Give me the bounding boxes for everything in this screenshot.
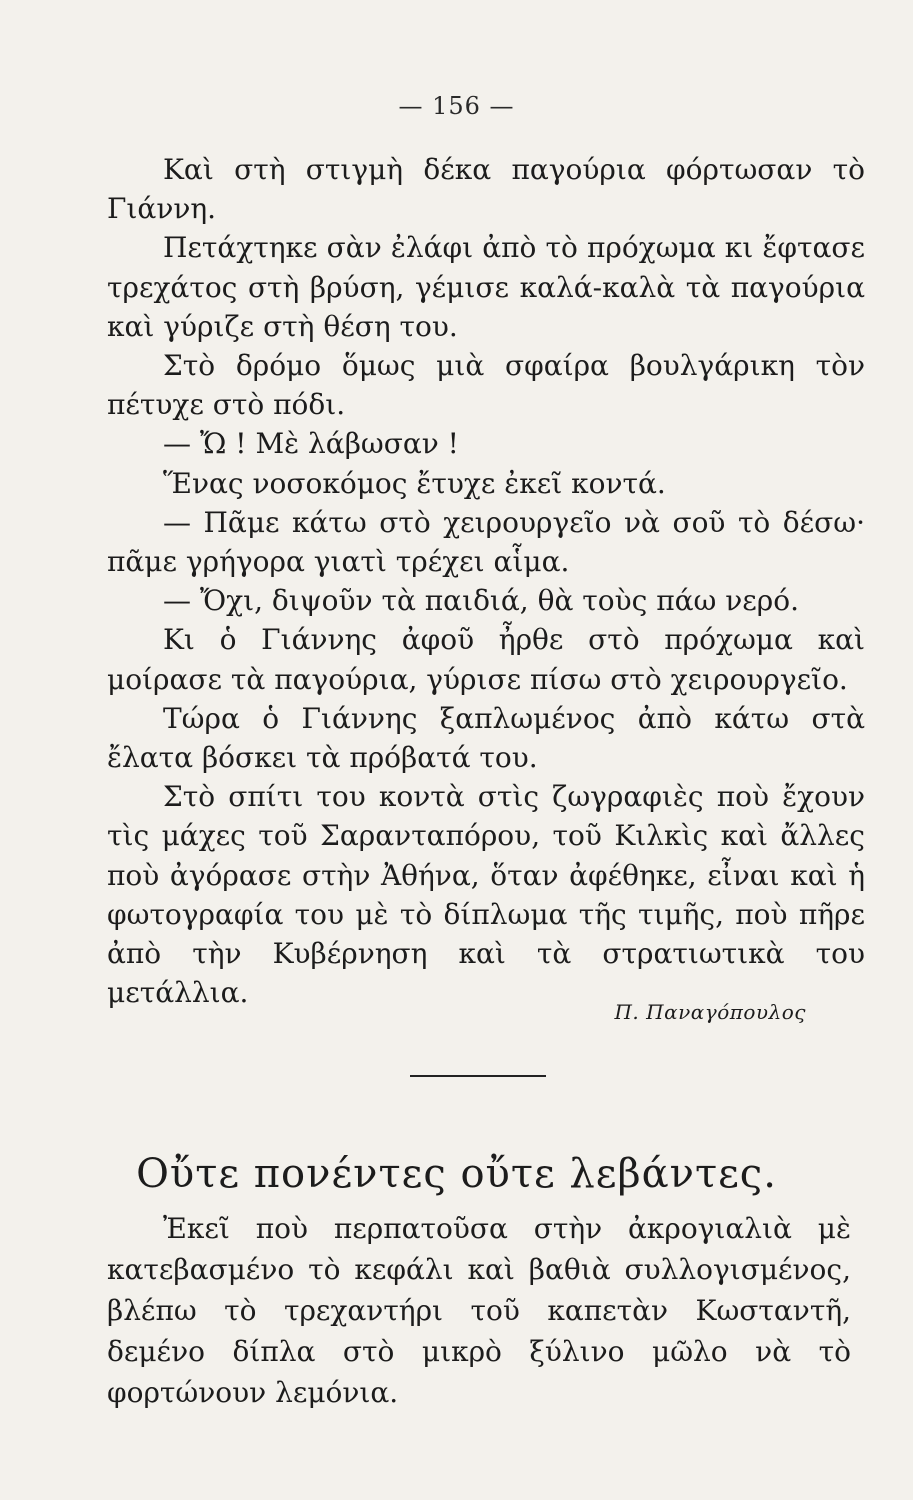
story-body bbox=[107, 150, 865, 1012]
paragraph: Ἕνας νοσοκόμος ἔτυχε ἐκεῖ κοντά. bbox=[163, 466, 666, 500]
paragraph: Καὶ στὴ στιγμὴ δέκα παγούρια φόρτωσαν τὸ Γιάννη. bbox=[107, 153, 865, 226]
dialogue-line: — Ὤ ! Μὲ λάβωσαν ! bbox=[163, 427, 459, 461]
paragraph: Τώρα ὁ Γιάννης ξαπλωμένος ἀπὸ κάτω στὰ ἔλατα βόσκει τὰ πρόβατά του. bbox=[107, 701, 865, 775]
paragraph: Στὸ σπίτι του κοντὰ στὶς ζωγραφιὲς ποὺ ἔχουν τὶς μάχες τοῦ Σαρανταπόρου, τοῦ Κιλκὶς καὶ ἄλλες ποὺ ἀγόρασε στὴν Ἀθήνα, ὅταν ἀφέθηκε, εἶναι καὶ ἡ φωτογραφία του μὲ τὸ δίπλωμα τῆς τιμῆς, ποὺ πῆρε ἀπὸ τὴν Κυβέρνηση καὶ τὰ στρατιωτικὰ του μετάλλια. bbox=[107, 780, 865, 1010]
dialogue-line: — Πᾶμε κάτω στὸ χειρουργεῖο νὰ σοῦ τὸ δέσω· πᾶμε γρήγορα γιατὶ τρέχει αἷμα. bbox=[107, 505, 865, 579]
paragraph: Στὸ δρόμο ὅμως μιὰ σφαίρα βουλγάρικη τὸν πέτυχε στὸ πόδι. bbox=[107, 349, 865, 422]
paragraph: Πετάχτηκε σὰν ἐλάφι ἀπὸ τὸ πρόχωμα κι ἔφτασε τρεχάτος στὴ βρύση, γέμισε καλά-καλὰ τὰ παγούρια καὶ γύριζε στὴ θέση του. bbox=[107, 231, 865, 343]
story2-body bbox=[107, 1208, 851, 1413]
paragraph: Ἐκεῖ ποὺ περπατοῦσα στὴν ἀκρογιαλιὰ μὲ κατεβασμένο τὸ κεφάλι καὶ βαθιὰ συλλογισμένος, βλέπω τὸ τρεχαντήρι τοῦ καπετὰν Κωσταντῆ, δεμένο δίπλα στὸ μικρὸ ξύλινο μῶλο νὰ τὸ φορτώνουν λεμόνια. bbox=[107, 1212, 851, 1409]
author-signature: Π. Παναγόπουλος bbox=[614, 1000, 806, 1024]
dialogue-line: — Ὄχι, διψοῦν τὰ παιδιά, θὰ τοὺς πάω νερό. bbox=[163, 584, 800, 618]
page-number: — 156 — bbox=[398, 92, 515, 120]
story-title: Οὔτε πονέντες οὔτε λεβάντες. bbox=[136, 1151, 777, 1198]
paragraph: Κι ὁ Γιάννης ἀφοῦ ἦρθε στὸ πρόχωμα καὶ μοίρασε τὰ παγούρια, γύρισε πίσω στὸ χειρουργεῖο. bbox=[107, 623, 865, 696]
section-divider bbox=[410, 1075, 546, 1077]
